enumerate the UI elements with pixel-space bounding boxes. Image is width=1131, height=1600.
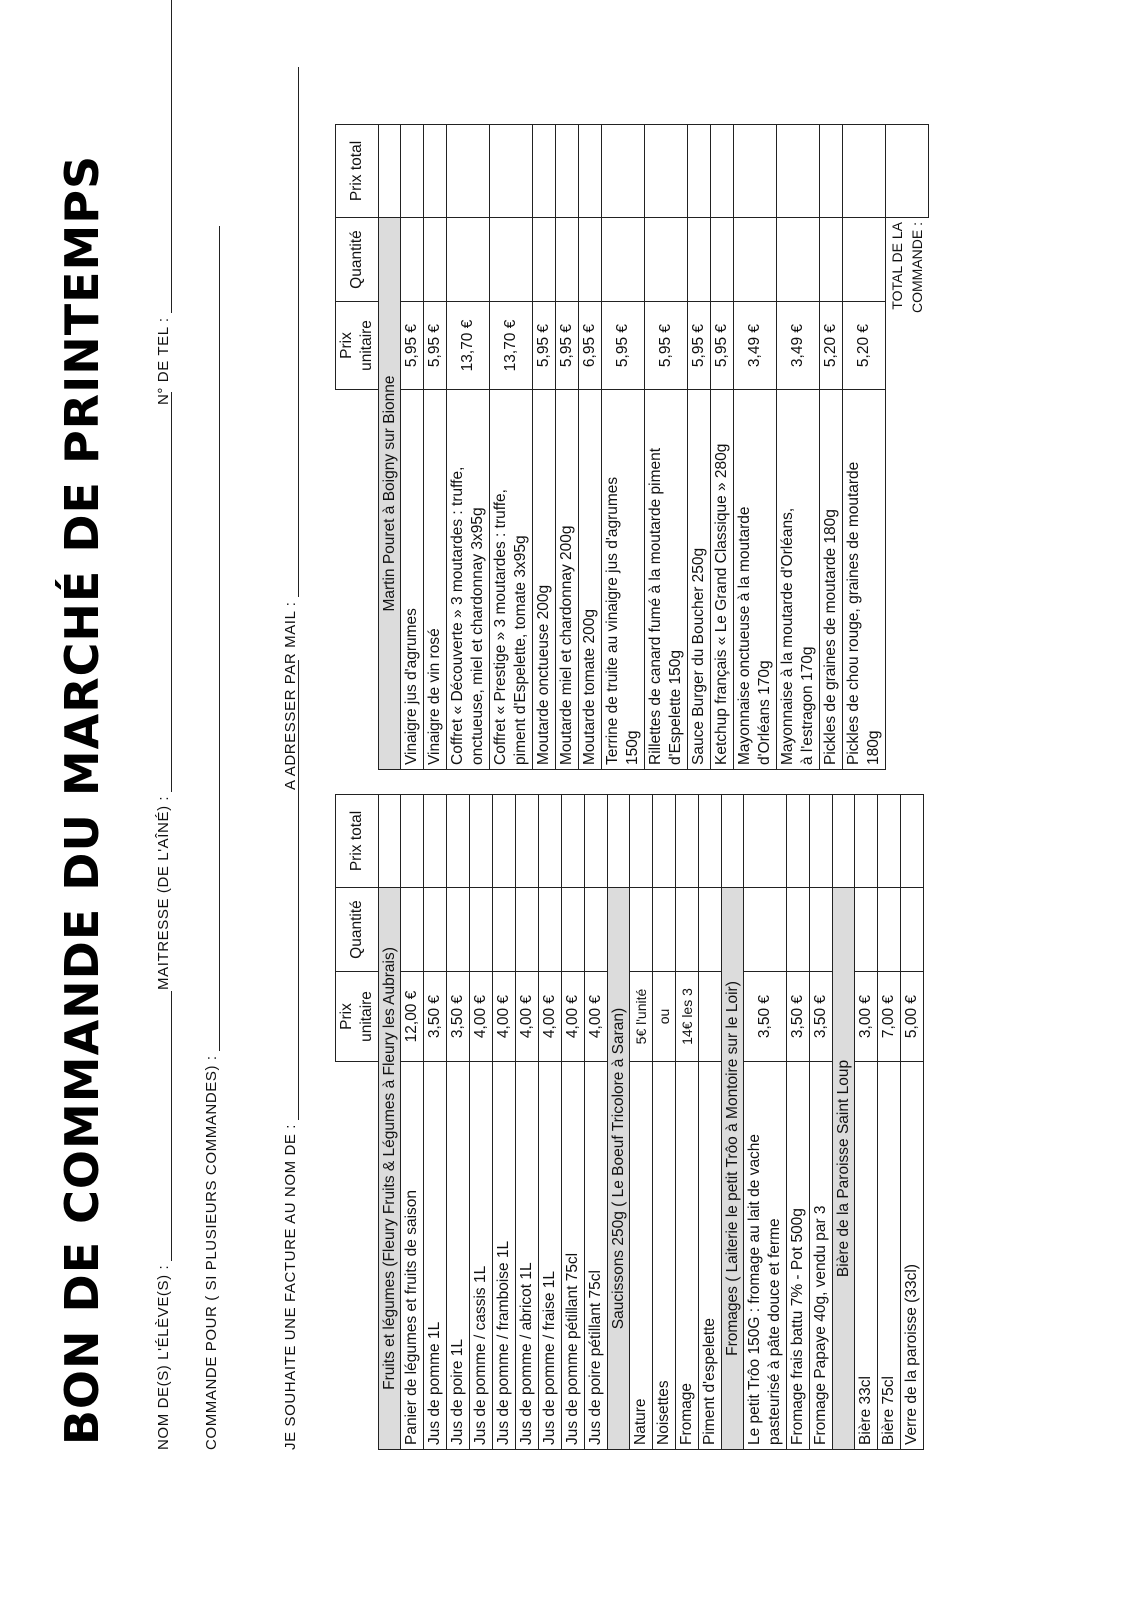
unit-price: 14€ les 3 xyxy=(676,972,699,1062)
total-cell[interactable] xyxy=(585,795,608,888)
quantity-cell[interactable] xyxy=(855,888,878,972)
table-row xyxy=(777,125,820,770)
quantity-cell[interactable] xyxy=(653,888,676,972)
quantity-cell[interactable] xyxy=(447,218,490,302)
quantity-cell[interactable] xyxy=(744,888,787,972)
product-name: Terrine de truite au vinaigre jus d'agrumes 150g xyxy=(602,390,645,770)
total-cell[interactable] xyxy=(777,125,820,218)
table-row xyxy=(424,795,447,1450)
total-cell[interactable] xyxy=(843,125,886,218)
unit-price: 5,95 € xyxy=(424,302,447,390)
product-name: Moutarde miel et chardonnay 200g xyxy=(556,390,579,770)
unit-price: 5,95 € xyxy=(533,302,556,390)
unit-price: 3,49 € xyxy=(777,302,820,390)
product-name: Coffret « Découverte » 3 moutardes : truffe, onctueuse, miel et chardonnay 3x95g xyxy=(447,390,490,770)
table-row xyxy=(556,125,579,770)
header-unit-price: Prix unitaire xyxy=(336,972,379,1062)
table-row xyxy=(734,125,777,770)
quantity-cell[interactable] xyxy=(585,888,608,972)
product-name: Bière 33cl xyxy=(855,1062,878,1450)
header-unit-price: Prix unitaire xyxy=(336,302,379,390)
total-cell[interactable] xyxy=(810,795,833,888)
unit-price: 13,70 € xyxy=(447,302,490,390)
quantity-cell[interactable] xyxy=(734,218,777,302)
unit-price: 4,00 € xyxy=(562,972,585,1062)
tel-field[interactable] xyxy=(157,0,172,313)
table-row xyxy=(424,125,447,770)
unit-price: 6,95 € xyxy=(579,302,602,390)
total-cell[interactable] xyxy=(533,125,556,218)
unit-price: 3,50 € xyxy=(744,972,787,1062)
unit-price: 5,95 € xyxy=(711,302,734,390)
unit-price: 4,00 € xyxy=(585,972,608,1062)
total-cell[interactable] xyxy=(630,795,653,888)
total-cell[interactable] xyxy=(470,795,493,888)
product-name: Jus de pomme 1L xyxy=(424,1062,447,1450)
product-name: Jus de poire pétillant 75cl xyxy=(585,1062,608,1450)
total-cell[interactable] xyxy=(688,125,711,218)
unit-price: 3,00 € xyxy=(855,972,878,1062)
product-name: Le petit Trôo 150G : fromage au lait de vache pasteurisé à pâte douce et ferme xyxy=(744,1062,787,1450)
product-name: Vinaigre jus d'agrumes xyxy=(401,390,424,770)
unit-price: 3,50 € xyxy=(424,972,447,1062)
unit-price: 4,00 € xyxy=(470,972,493,1062)
unit-price: 5,95 € xyxy=(401,302,424,390)
quantity-cell[interactable] xyxy=(787,888,810,972)
unit-price: 3,50 € xyxy=(447,972,470,1062)
quantity-cell[interactable] xyxy=(401,888,424,972)
quantity-cell[interactable] xyxy=(539,888,562,972)
form-line-eleves xyxy=(155,991,172,1450)
product-name: Coffret « Prestige » 3 moutardes : truffe, piment d'Espelette, tomate 3x95g xyxy=(490,390,533,770)
total-cell[interactable] xyxy=(676,795,699,888)
unit-price: 4,00 € xyxy=(516,972,539,1062)
table-row xyxy=(630,795,653,1450)
table-row xyxy=(820,125,843,770)
plusieurs-label: COMMANDE POUR ( SI PLUSIEURS COMMANDES) : xyxy=(203,1055,220,1450)
table-row xyxy=(744,795,787,1450)
product-name: Nature xyxy=(630,1062,653,1450)
product-name: Fromage xyxy=(676,1062,699,1450)
table-row xyxy=(447,125,490,770)
unit-price: 5,95 € xyxy=(602,302,645,390)
mail-field[interactable] xyxy=(284,68,299,598)
total-cell[interactable] xyxy=(744,795,787,888)
total-cell[interactable] xyxy=(401,795,424,888)
mail-label: A ADRESSER PAR MAIL : xyxy=(282,601,299,790)
table-row xyxy=(699,795,722,1450)
quantity-cell[interactable] xyxy=(562,888,585,972)
product-name: Fromage Papaye 40g, vendu par 3 xyxy=(810,1062,833,1450)
unit-price: 5,95 € xyxy=(645,302,688,390)
table-row xyxy=(878,795,901,1450)
unit-price: ou xyxy=(653,972,676,1062)
table-row xyxy=(493,795,516,1450)
unit-price: 3,49 € xyxy=(734,302,777,390)
quantity-cell[interactable] xyxy=(711,218,734,302)
product-name: Piment d'espelette xyxy=(699,1062,722,1450)
unit-price: 4,00 € xyxy=(539,972,562,1062)
quantity-cell[interactable] xyxy=(777,218,820,302)
table-row xyxy=(585,795,608,1450)
table-row xyxy=(562,795,585,1450)
unit-price: 4,00 € xyxy=(493,972,516,1062)
product-name: Mayonnaise à la moutarde d'Orléans, à l'estragon 170g xyxy=(777,390,820,770)
order-total-label: TOTAL DE LA COMMANDE : xyxy=(889,222,925,313)
total-cell[interactable] xyxy=(878,795,901,888)
total-cell[interactable] xyxy=(901,795,924,888)
product-name: Noisettes xyxy=(653,1062,676,1450)
form-line-tel xyxy=(155,0,172,405)
quantity-cell[interactable] xyxy=(630,888,653,972)
table-row xyxy=(787,795,810,1450)
product-name: Mayonnaise onctueuse à la moutarde d'Orléans 170g xyxy=(734,390,777,770)
total-cell[interactable] xyxy=(711,125,734,218)
table-row xyxy=(490,125,533,770)
table-row xyxy=(653,795,676,1450)
left-order-table xyxy=(335,794,924,1450)
table-row xyxy=(470,795,493,1450)
product-name: Bière 75cl xyxy=(878,1062,901,1450)
product-name: Jus de pomme / framboise 1L xyxy=(493,1062,516,1450)
quantity-cell[interactable] xyxy=(645,218,688,302)
plusieurs-field[interactable] xyxy=(205,226,220,1051)
table-row xyxy=(447,795,470,1450)
section-fromages-header: Fromages ( Laiterie le petit Trôo à Montoire sur le Loir) xyxy=(722,888,744,1450)
total-cell[interactable] xyxy=(556,125,579,218)
table-row xyxy=(401,125,424,770)
table-row xyxy=(579,125,602,770)
section-pouret-header: Martin Pouret à Boigny sur Bionne xyxy=(379,218,401,770)
unit-price: 7,00 € xyxy=(878,972,901,1062)
total-cell[interactable] xyxy=(820,125,843,218)
quantity-cell[interactable] xyxy=(901,888,924,972)
quantity-cell[interactable] xyxy=(676,888,699,972)
quantity-cell[interactable] xyxy=(490,218,533,302)
table-row xyxy=(843,125,886,770)
total-cell[interactable] xyxy=(645,125,688,218)
unit-price: 5,00 € xyxy=(901,972,924,1062)
section-fruits-header: Fruits et légumes (Fleury Fruits & Légumes à Fleury les Aubrais) xyxy=(379,888,401,1450)
quantity-cell[interactable] xyxy=(447,888,470,972)
header-total-price: Prix total xyxy=(336,125,379,218)
product-name: Verre de la paroisse (33cl) xyxy=(901,1062,924,1450)
table-row xyxy=(401,795,424,1450)
order-total-cell[interactable] xyxy=(886,125,929,218)
product-name: Rillettes de canard fumé à la moutarde piment d'Espelette 150g xyxy=(645,390,688,770)
product-name: Sauce Burger du Boucher 250g xyxy=(688,390,711,770)
quantity-cell[interactable] xyxy=(820,218,843,302)
maitresse-label: MAITRESSE (DE L'AÎNÉ) : xyxy=(155,795,172,990)
form-line-mail xyxy=(282,68,299,791)
total-cell[interactable] xyxy=(734,125,777,218)
quantity-cell[interactable] xyxy=(401,218,424,302)
form-line-maitresse xyxy=(155,392,172,990)
maitresse-field[interactable] xyxy=(157,392,172,792)
quantity-cell[interactable] xyxy=(810,888,833,972)
total-cell[interactable] xyxy=(579,125,602,218)
total-cell[interactable] xyxy=(699,795,722,888)
table-row xyxy=(711,125,734,770)
total-cell[interactable] xyxy=(490,125,533,218)
quantity-cell[interactable] xyxy=(556,218,579,302)
quantity-cell[interactable] xyxy=(602,218,645,302)
unit-price: 5,95 € xyxy=(688,302,711,390)
quantity-cell[interactable] xyxy=(470,888,493,972)
total-cell[interactable] xyxy=(602,125,645,218)
section-saucissons-header: Saucissons 250g ( Le Boeuf Tricolore à Saran) xyxy=(608,888,630,1450)
facture-label: JE SOUHAITE UNE FACTURE AU NOM DE : xyxy=(282,1123,299,1450)
product-name: Pickles de graines de moutarde 180g xyxy=(820,390,843,770)
eleves-label: NOM DE(S) L'ÉLÈVE(S) : xyxy=(155,1264,172,1450)
header-quantity: Quantité xyxy=(336,218,379,302)
product-name: Vinaigre de vin rosé xyxy=(424,390,447,770)
section-biere-header: Bière de la Paroisse Saint Loup xyxy=(833,888,855,1450)
total-cell[interactable] xyxy=(516,795,539,888)
form-line-plusieurs xyxy=(203,226,220,1450)
table-row xyxy=(645,125,688,770)
product-name: Pickles de chou rouge, graines de moutarde 180g xyxy=(843,390,886,770)
unit-price: 3,50 € xyxy=(787,972,810,1062)
quantity-cell[interactable] xyxy=(843,218,886,302)
table-row xyxy=(676,795,699,1450)
quantity-cell[interactable] xyxy=(533,218,556,302)
total-cell[interactable] xyxy=(424,795,447,888)
product-name: Jus de pomme / fraise 1L xyxy=(539,1062,562,1450)
total-cell[interactable] xyxy=(855,795,878,888)
tel-label: N° DE TEL : xyxy=(155,317,172,405)
quantity-cell[interactable] xyxy=(516,888,539,972)
product-name: Moutarde onctueuse 200g xyxy=(533,390,556,770)
unit-price: 3,50 € xyxy=(810,972,833,1062)
unit-price: 5,20 € xyxy=(843,302,886,390)
quantity-cell[interactable] xyxy=(878,888,901,972)
total-cell[interactable] xyxy=(447,125,490,218)
product-name: Jus de pomme pétillant 75cl xyxy=(562,1062,585,1450)
total-cell[interactable] xyxy=(562,795,585,888)
total-cell[interactable] xyxy=(653,795,676,888)
product-name: Jus de pomme / cassis 1L xyxy=(470,1062,493,1450)
unit-price: 12,00 € xyxy=(401,972,424,1062)
unit-price: 5,20 € xyxy=(820,302,843,390)
quantity-cell[interactable] xyxy=(688,218,711,302)
table-row xyxy=(602,125,645,770)
product-name: Moutarde tomate 200g xyxy=(579,390,602,770)
product-name: Jus de pomme / abricot 1L xyxy=(516,1062,539,1450)
unit-price: 13,70 € xyxy=(490,302,533,390)
total-cell[interactable] xyxy=(493,795,516,888)
total-cell[interactable] xyxy=(447,795,470,888)
total-cell[interactable] xyxy=(424,125,447,218)
header-total-price: Prix total xyxy=(336,795,379,888)
quantity-cell[interactable] xyxy=(699,888,722,972)
page-title: BON DE COMMANDE DU MARCHÉ DE PRINTEMPS xyxy=(55,154,109,1446)
table-row xyxy=(516,795,539,1450)
quantity-cell[interactable] xyxy=(424,218,447,302)
product-name: Panier de légumes et fruits de saison xyxy=(401,1062,424,1450)
right-order-table xyxy=(335,124,929,770)
quantity-cell[interactable] xyxy=(424,888,447,972)
table-row xyxy=(901,795,924,1450)
unit-price: 5,95 € xyxy=(556,302,579,390)
table-row xyxy=(855,795,878,1450)
table-row xyxy=(810,795,833,1450)
product-name: Jus de poire 1L xyxy=(447,1062,470,1450)
total-cell[interactable] xyxy=(401,125,424,218)
table-row xyxy=(688,125,711,770)
eleves-field[interactable] xyxy=(157,991,172,1261)
header-quantity: Quantité xyxy=(336,888,379,972)
quantity-cell[interactable] xyxy=(579,218,602,302)
total-cell[interactable] xyxy=(539,795,562,888)
product-name: Fromage frais battu 7% - Pot 500g xyxy=(787,1062,810,1450)
product-name: Ketchup français « Le Grand Classique » 280g xyxy=(711,390,734,770)
table-row xyxy=(533,125,556,770)
unit-price: 5€ l'unité xyxy=(630,972,653,1062)
table-row xyxy=(539,795,562,1450)
total-cell[interactable] xyxy=(787,795,810,888)
quantity-cell[interactable] xyxy=(493,888,516,972)
